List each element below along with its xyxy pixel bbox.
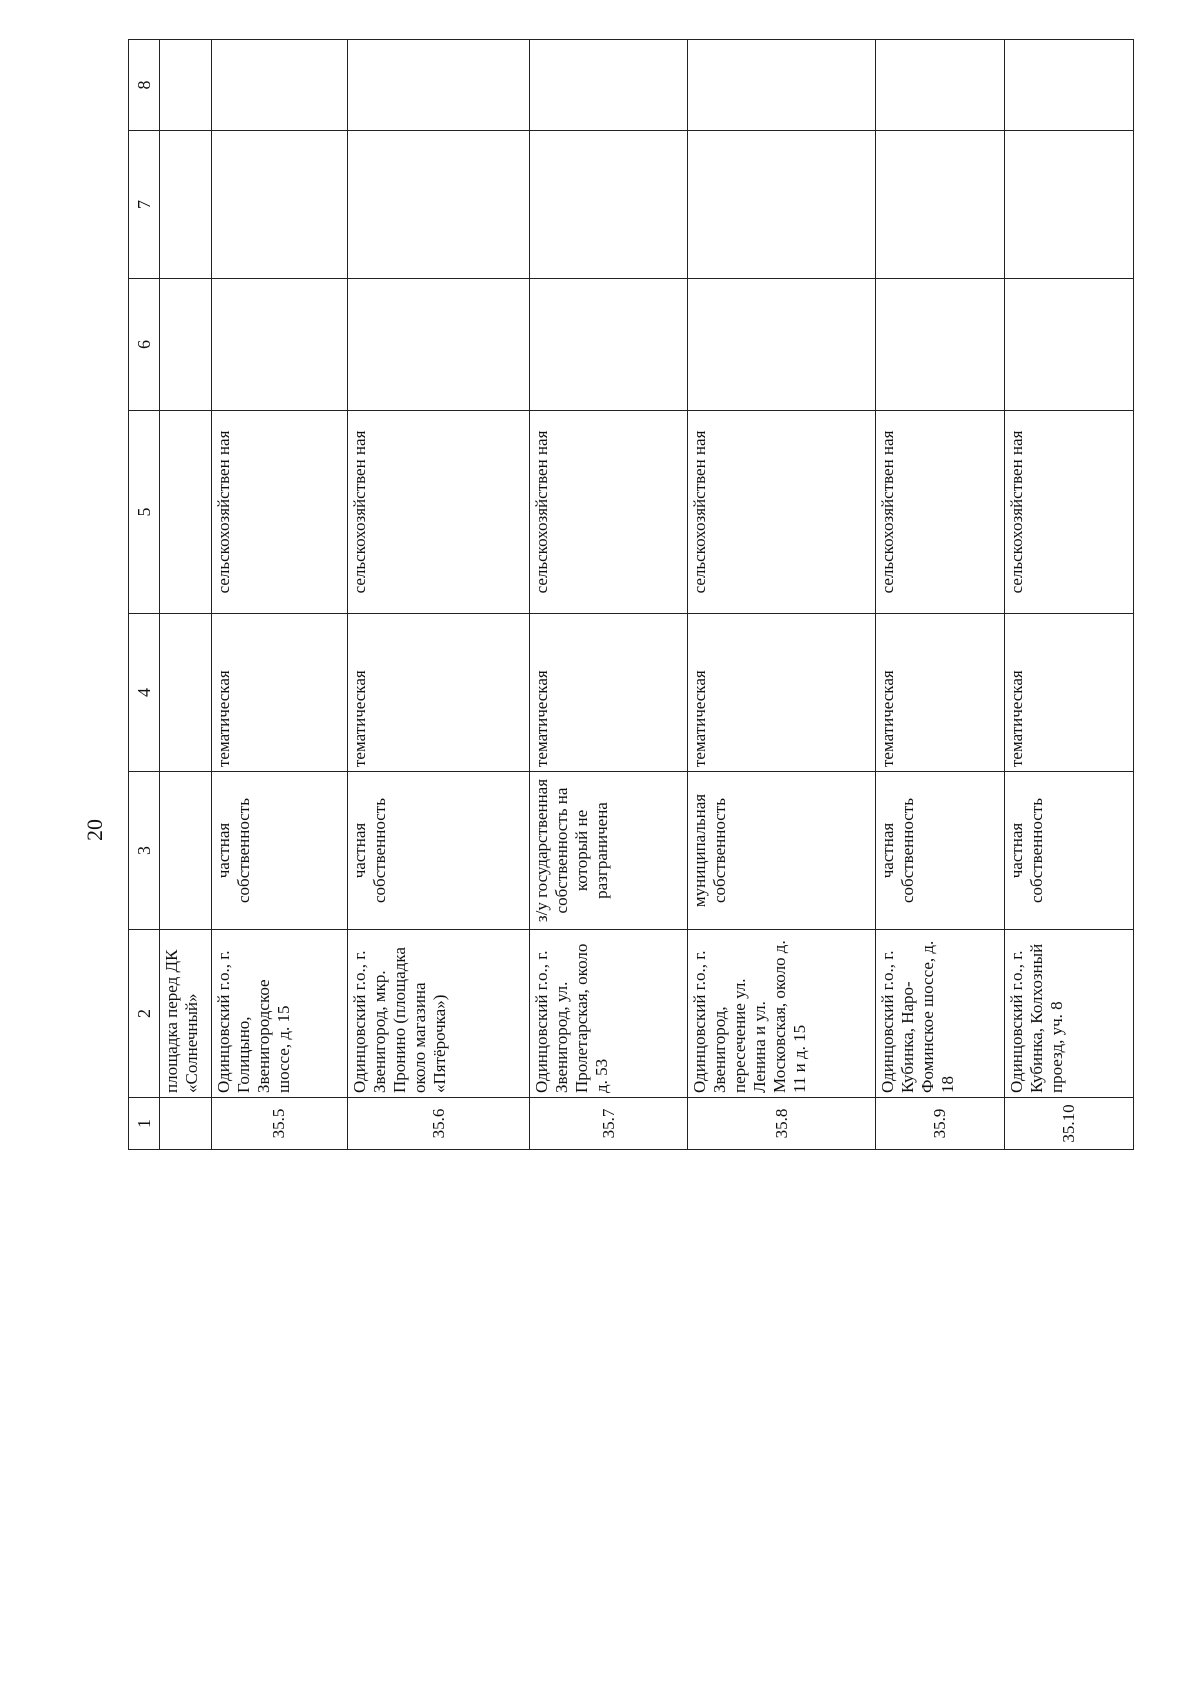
column-header: 4 xyxy=(129,614,160,772)
address-cell: Одинцовский г.о., г. Звенигород, ул. Пролетарская, около д. 53 xyxy=(530,930,688,1098)
cell-7 xyxy=(875,131,1004,279)
address-cell: Одинцовский г.о., г. Звенигород, пересечение ул. Ленина и ул. Московская, около д. 11 и д. 15 xyxy=(688,930,876,1098)
column-header: 1 xyxy=(129,1098,160,1150)
cell-8 xyxy=(211,40,347,131)
cell-8 xyxy=(1004,40,1133,131)
cell-6 xyxy=(875,279,1004,411)
category-cell: сельскохозяйствен ная xyxy=(347,411,530,614)
category-cell: сельскохозяйствен ная xyxy=(688,411,876,614)
cell-8 xyxy=(688,40,876,131)
category-cell: сельскохозяйствен ная xyxy=(1004,411,1133,614)
cell-6 xyxy=(688,279,876,411)
row-number: 35.10 xyxy=(1004,1098,1133,1150)
cell-6 xyxy=(347,279,530,411)
cell-6 xyxy=(1004,279,1133,411)
column-header: 6 xyxy=(129,279,160,411)
ownership-cell: частная собственность xyxy=(211,772,347,930)
ownership-cell: частная собственность xyxy=(1004,772,1133,930)
ownership-cell: муниципальная собственность xyxy=(688,772,876,930)
type-cell: тематическая xyxy=(530,614,688,772)
rotated-table-area xyxy=(128,40,1134,1150)
category-cell: сельскохозяйствен ная xyxy=(875,411,1004,614)
category-cell: сельскохозяйствен ная xyxy=(530,411,688,614)
type-cell: тематическая xyxy=(1004,614,1133,772)
table-wrapper xyxy=(128,40,1134,1150)
cell-7 xyxy=(159,131,211,279)
cell-8 xyxy=(347,40,530,131)
row-number: 35.7 xyxy=(530,1098,688,1150)
type-cell: тематическая xyxy=(347,614,530,772)
page-number: 20 xyxy=(82,819,107,841)
ownership-cell: з/у государственная собственность на который не разграничена xyxy=(530,772,688,930)
column-header: 2 xyxy=(129,930,160,1098)
row-number: 35.9 xyxy=(875,1098,1004,1150)
cell-6 xyxy=(211,279,347,411)
cell-7 xyxy=(688,131,876,279)
cell-6 xyxy=(159,279,211,411)
column-header: 8 xyxy=(129,40,160,131)
column-header: 3 xyxy=(129,772,160,930)
ownership-cell xyxy=(159,772,211,930)
data-table xyxy=(128,39,1134,1150)
table-row xyxy=(347,40,530,1150)
type-cell: тематическая xyxy=(875,614,1004,772)
cell-8 xyxy=(530,40,688,131)
type-cell: тематическая xyxy=(688,614,876,772)
table-row xyxy=(875,40,1004,1150)
header-row xyxy=(129,40,160,1150)
column-header: 7 xyxy=(129,131,160,279)
row-number: 35.8 xyxy=(688,1098,876,1150)
category-cell xyxy=(159,411,211,614)
ownership-cell: частная собственность xyxy=(347,772,530,930)
address-cell: Одинцовский г.о., г. Кубинка, Колхозный проезд, уч. 8 xyxy=(1004,930,1133,1098)
cell-7 xyxy=(1004,131,1133,279)
table-row xyxy=(530,40,688,1150)
ownership-cell: частная собственность xyxy=(875,772,1004,930)
cell-6 xyxy=(530,279,688,411)
row-number: 35.5 xyxy=(211,1098,347,1150)
column-header: 5 xyxy=(129,411,160,614)
address-cell: Одинцовский г.о., г. Кубинка, Наро-Фоминское шоссе, д. 18 xyxy=(875,930,1004,1098)
cell-8 xyxy=(875,40,1004,131)
cell-7 xyxy=(530,131,688,279)
type-cell: тематическая xyxy=(211,614,347,772)
address-cell: Одинцовский г.о., г. Голицыно, Звенигородское шоссе, д. 15 xyxy=(211,930,347,1098)
address-cell: Одинцовский г.о., г. Звенигород, мкр. Пронино (площадка около магазина «Пятёрочка») xyxy=(347,930,530,1098)
cell-7 xyxy=(211,131,347,279)
cell-7 xyxy=(347,131,530,279)
category-cell: сельскохозяйствен ная xyxy=(211,411,347,614)
row-number: 35.6 xyxy=(347,1098,530,1150)
table-row xyxy=(211,40,347,1150)
type-cell xyxy=(159,614,211,772)
table-row xyxy=(688,40,876,1150)
cell-8 xyxy=(159,40,211,131)
row-number xyxy=(159,1098,211,1150)
table-row xyxy=(159,40,211,1150)
table-row xyxy=(1004,40,1133,1150)
address-cell: площадка перед ДК «Солнечный» xyxy=(159,930,211,1098)
